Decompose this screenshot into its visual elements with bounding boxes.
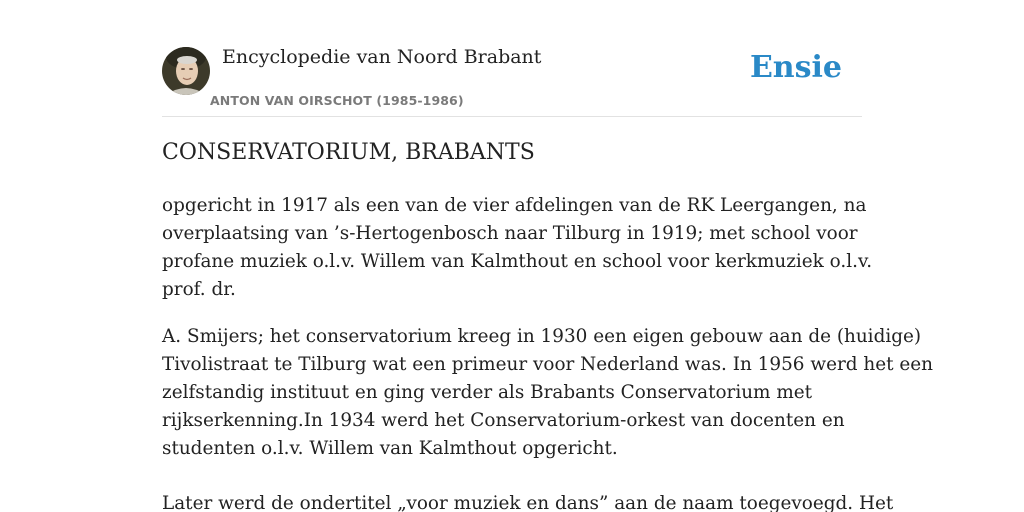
article-paragraph-3 [162,490,894,512]
avatar-photo-icon [162,47,210,95]
ensie-logo[interactable]: Ensie [749,50,842,85]
article-header [162,46,862,117]
paragraph-line: prof. dr. [162,279,236,300]
author-avatar[interactable] [162,47,210,95]
paragraph-line: overplaatsing van ’s-Hertogenbosch naar Tilburg in 1919; met school voor [162,223,858,244]
paragraph-line: opgericht in 1917 als een van de vier afdelingen van de RK Leergangen, na [162,195,867,216]
paragraph-line: A. Smijers; het conservatorium kreeg in 1930 een eigen gebouw aan de (huidige) [162,326,922,347]
paragraph-line: Later werd de ondertitel „voor muziek en dans” aan de naam toegevoegd. Het [162,493,894,512]
source-title[interactable]: Encyclopedie van Noord Brabant [222,46,542,68]
article-paragraph-1 [162,192,872,304]
paragraph-line: profane muziek o.l.v. Willem van Kalmthout en school voor kerkmuziek o.l.v. [162,251,873,272]
article-paragraph-2 [162,323,933,463]
paragraph-line: studenten o.l.v. Willem van Kalmthout opgericht. [162,438,618,459]
entry-title: CONSERVATORIUM, BRABANTS [162,140,535,165]
paragraph-line: Tivolistraat te Tilburg wat een primeur voor Nederland was. In 1956 werd het een [162,354,933,375]
author-name[interactable]: ANTON VAN OIRSCHOT (1985-1986) [210,93,464,108]
paragraph-line: rijkserkenning.In 1934 werd het Conservatorium-orkest van docenten en [162,410,845,431]
paragraph-line: zelfstandig instituut en ging verder als Brabants Conservatorium met [162,382,813,403]
